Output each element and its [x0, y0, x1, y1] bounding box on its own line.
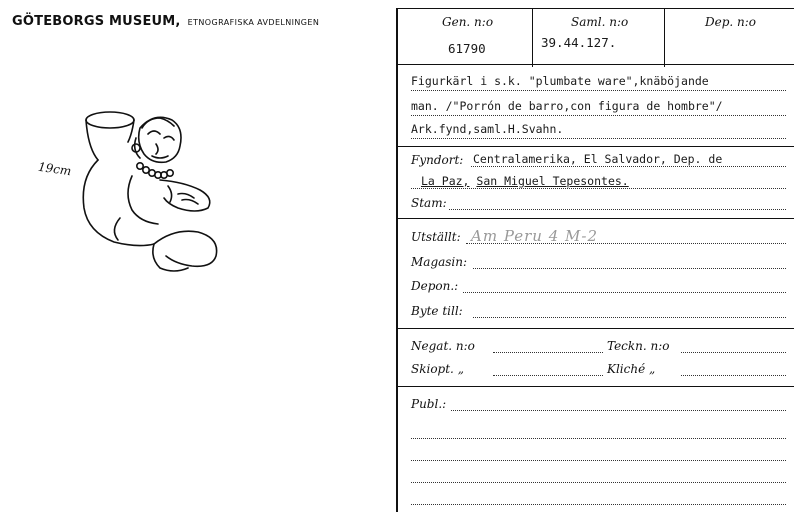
- fyndort-value-2: [421, 174, 629, 188]
- description-line-1: Figurkärl i s.k. "plumbate ware",knäböjande: [411, 74, 709, 88]
- description-line-3: Ark.fynd,saml.H.Svahn.: [411, 122, 564, 136]
- stam-rule: [449, 209, 786, 210]
- museum-header: [12, 10, 319, 29]
- department-name: ETNOGRAFISKA AVDELNINGEN: [187, 18, 320, 27]
- description-line-2: man. /"Porrón de barro,con figura de hombre"/: [411, 99, 723, 113]
- skiopt-rule: [493, 375, 603, 376]
- skiopt-row: [411, 360, 786, 378]
- fyndort-value-1: Centralamerika, El Salvador, Dep. de: [473, 152, 723, 166]
- kliche-rule: [681, 375, 786, 376]
- dep-column: [664, 9, 795, 67]
- publ-row: [411, 395, 786, 413]
- skiopt-label: Skiopt. „: [411, 362, 464, 376]
- publ-rule-3: [411, 460, 786, 461]
- kliche-label: Kliché „: [607, 362, 656, 376]
- gen-label: Gen. n:o: [442, 15, 494, 29]
- magasin-rule: [473, 268, 786, 269]
- depon-label: Depon.:: [411, 279, 459, 293]
- byte-row: [411, 302, 786, 320]
- teckn-rule: [681, 352, 786, 353]
- header-divider: [398, 64, 794, 65]
- depon-rule: [463, 292, 786, 293]
- fyndort-divider: [398, 218, 794, 219]
- storage-divider: [398, 328, 794, 329]
- fyndort-rule: [471, 166, 786, 167]
- utstallt-row: [411, 228, 786, 246]
- dep-label: Dep. n:o: [705, 15, 757, 29]
- description-rule-3: [411, 138, 786, 139]
- stam-row: [411, 194, 786, 212]
- media-divider: [398, 386, 794, 387]
- byte-label: Byte till:: [411, 304, 463, 318]
- magasin-label: Magasin:: [411, 255, 468, 269]
- gen-column: [398, 9, 532, 67]
- saml-number: 39.44.127.: [541, 35, 617, 50]
- negat-row: [411, 337, 786, 355]
- catalog-card: [396, 8, 794, 512]
- stam-label: Stam:: [411, 196, 447, 210]
- figure-vessel-sketch: [28, 98, 228, 273]
- depon-row: [411, 277, 786, 295]
- description-divider: [398, 146, 794, 147]
- fyndort-row-2: [411, 173, 786, 191]
- description-rule-2: [411, 115, 786, 116]
- publ-rule-4: [411, 482, 786, 483]
- publ-rule-5: [411, 504, 786, 505]
- fyndort-place-2: San Miguel Tepesontes.: [476, 174, 629, 188]
- magasin-row: [411, 253, 786, 271]
- description-rule-1: [411, 90, 786, 91]
- height-annotation: 19cm: [37, 159, 73, 179]
- gen-number: 61790: [448, 41, 486, 56]
- utstallt-label: Utställt:: [411, 230, 461, 244]
- card-header-row: [398, 8, 794, 67]
- fyndort-rule-2: [411, 188, 786, 189]
- fyndort-row: [411, 151, 786, 169]
- saml-label: Saml. n:o: [571, 15, 629, 29]
- negat-rule: [493, 352, 603, 353]
- saml-column: [532, 9, 665, 67]
- utstallt-handwritten: Am Peru 4 M-2: [471, 227, 599, 245]
- negat-label: Negat. n:o: [411, 339, 475, 353]
- museum-name: GÖTEBORGS MUSEUM,: [12, 14, 181, 29]
- fyndort-place-1: La Paz,: [421, 174, 470, 188]
- byte-rule: [473, 317, 786, 318]
- publ-label: Publ.:: [411, 397, 447, 411]
- fyndort-label: Fyndort:: [411, 153, 464, 167]
- publ-rule-2: [411, 438, 786, 439]
- teckn-label: Teckn. n:o: [607, 339, 670, 353]
- publ-rule: [451, 410, 786, 411]
